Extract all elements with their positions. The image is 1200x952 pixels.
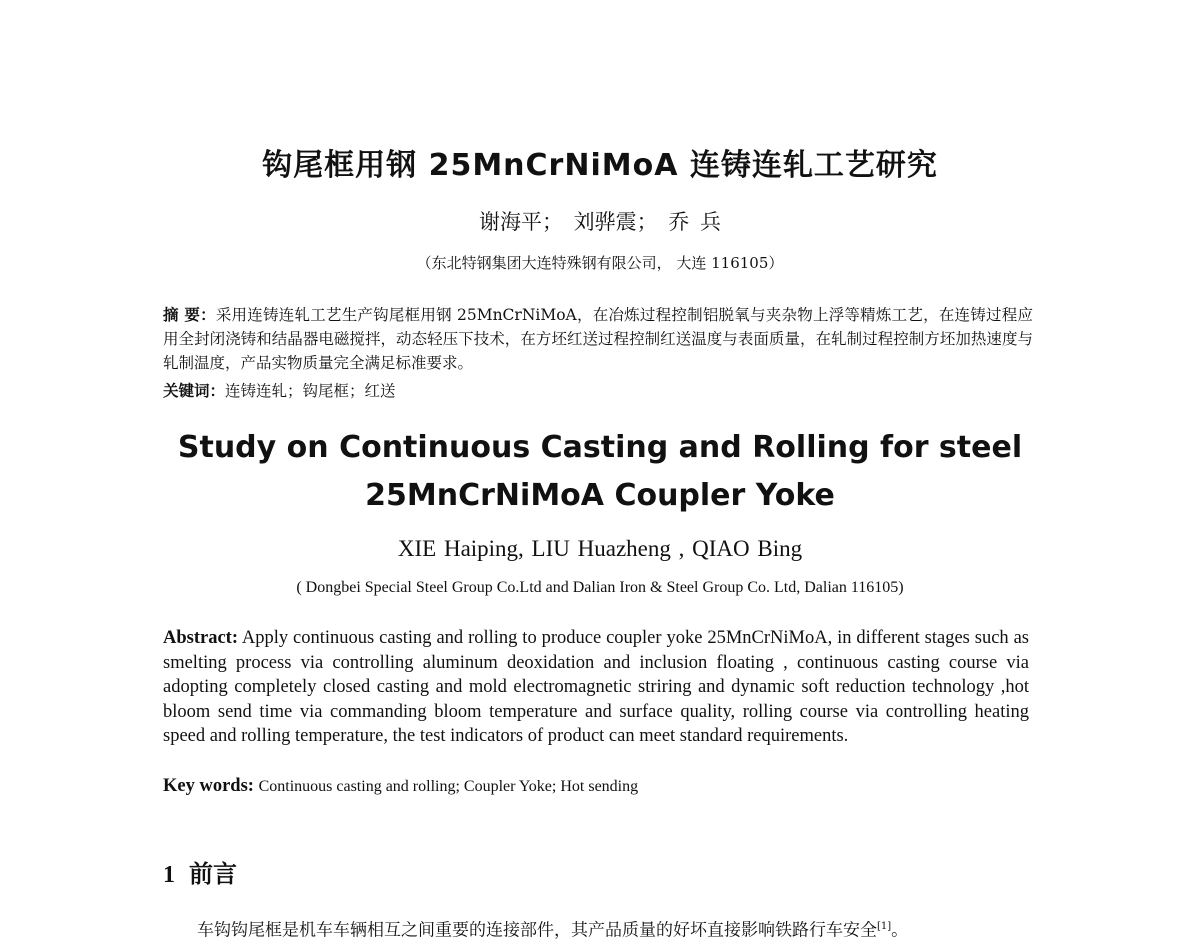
english-abstract-text: Apply continuous casting and rolling to produce coupler yoke 25MnCrNiMoA, in different stages such as smelting process via controlling aluminum deoxidation and inclusion floating , continuous casting course via adopting completely closed casting and mold electromagnetic striring and dynamic soft reduction technology ,hot bloom send time via commanding bloom temperature and surface quality, rolling course via controlling heating speed and rolling temperature, the test indicators of product can meet standard requirements.: [163, 628, 1029, 747]
chinese-authors: 谢海平； 刘骅震； 乔 兵: [478, 210, 722, 234]
english-keywords-label: Key words:: [163, 776, 254, 796]
body-paragraph-end: 。: [891, 920, 909, 941]
body-paragraph-text: 车钩钩尾框是机车车辆相互之间重要的连接部件，其产品质量的好坏直接影响铁路行车安全: [197, 920, 877, 941]
chinese-abstract: [163, 303, 1033, 375]
chinese-keywords-text: 连铸连轧；钩尾框；红送: [225, 382, 396, 400]
english-keywords: [163, 774, 1029, 799]
english-affiliation: ( Dongbei Special Steel Group Co.Ltd and Dalian Iron & Steel Group Co. Ltd, Dalian 116105): [296, 579, 904, 596]
chinese-keywords: [163, 379, 1033, 403]
english-keywords-text: Continuous casting and rolling; Coupler Yoke; Hot sending: [258, 778, 639, 795]
chinese-title: 钩尾框用钢 25MnCrNiMoA 连铸连轧工艺研究: [262, 148, 938, 183]
chinese-affiliation: （东北特钢集团大连特殊钢有限公司， 大连 116105）: [416, 254, 784, 272]
chinese-abstract-label: 摘 要：: [163, 306, 216, 324]
english-title: [0, 424, 1200, 520]
chinese-keywords-label: 关键词：: [163, 382, 226, 400]
english-abstract-label: Abstract:: [163, 628, 239, 648]
body-paragraph: [163, 910, 1033, 948]
english-title-line1: Study on Continuous Casting and Rolling for steel: [177, 430, 1023, 465]
english-abstract: [163, 626, 1029, 749]
section-number: 1: [163, 862, 175, 888]
english-authors: XIE Haiping, LIU Huazheng , QIAO Bing: [397, 536, 803, 561]
citation-marker: [1]: [877, 921, 892, 932]
english-title-line2: 25MnCrNiMoA Coupler Yoke: [365, 478, 835, 513]
section-title: 前言: [189, 860, 237, 888]
section-heading: [163, 854, 237, 889]
chinese-abstract-text: 采用连铸连轧工艺生产钩尾框用钢 25MnCrNiMoA，在冶炼过程控制铝脱氧与夹杂物上浮等精炼工艺，在连铸过程应用全封闭浇铸和结晶器电磁搅拌，动态轻压下技术，在方坯红送过程控制红送温度与表面质量，在轧制过程控制方坯加热速度与轧制温度，产品实物质量完全满足标准要求。: [163, 306, 1033, 372]
